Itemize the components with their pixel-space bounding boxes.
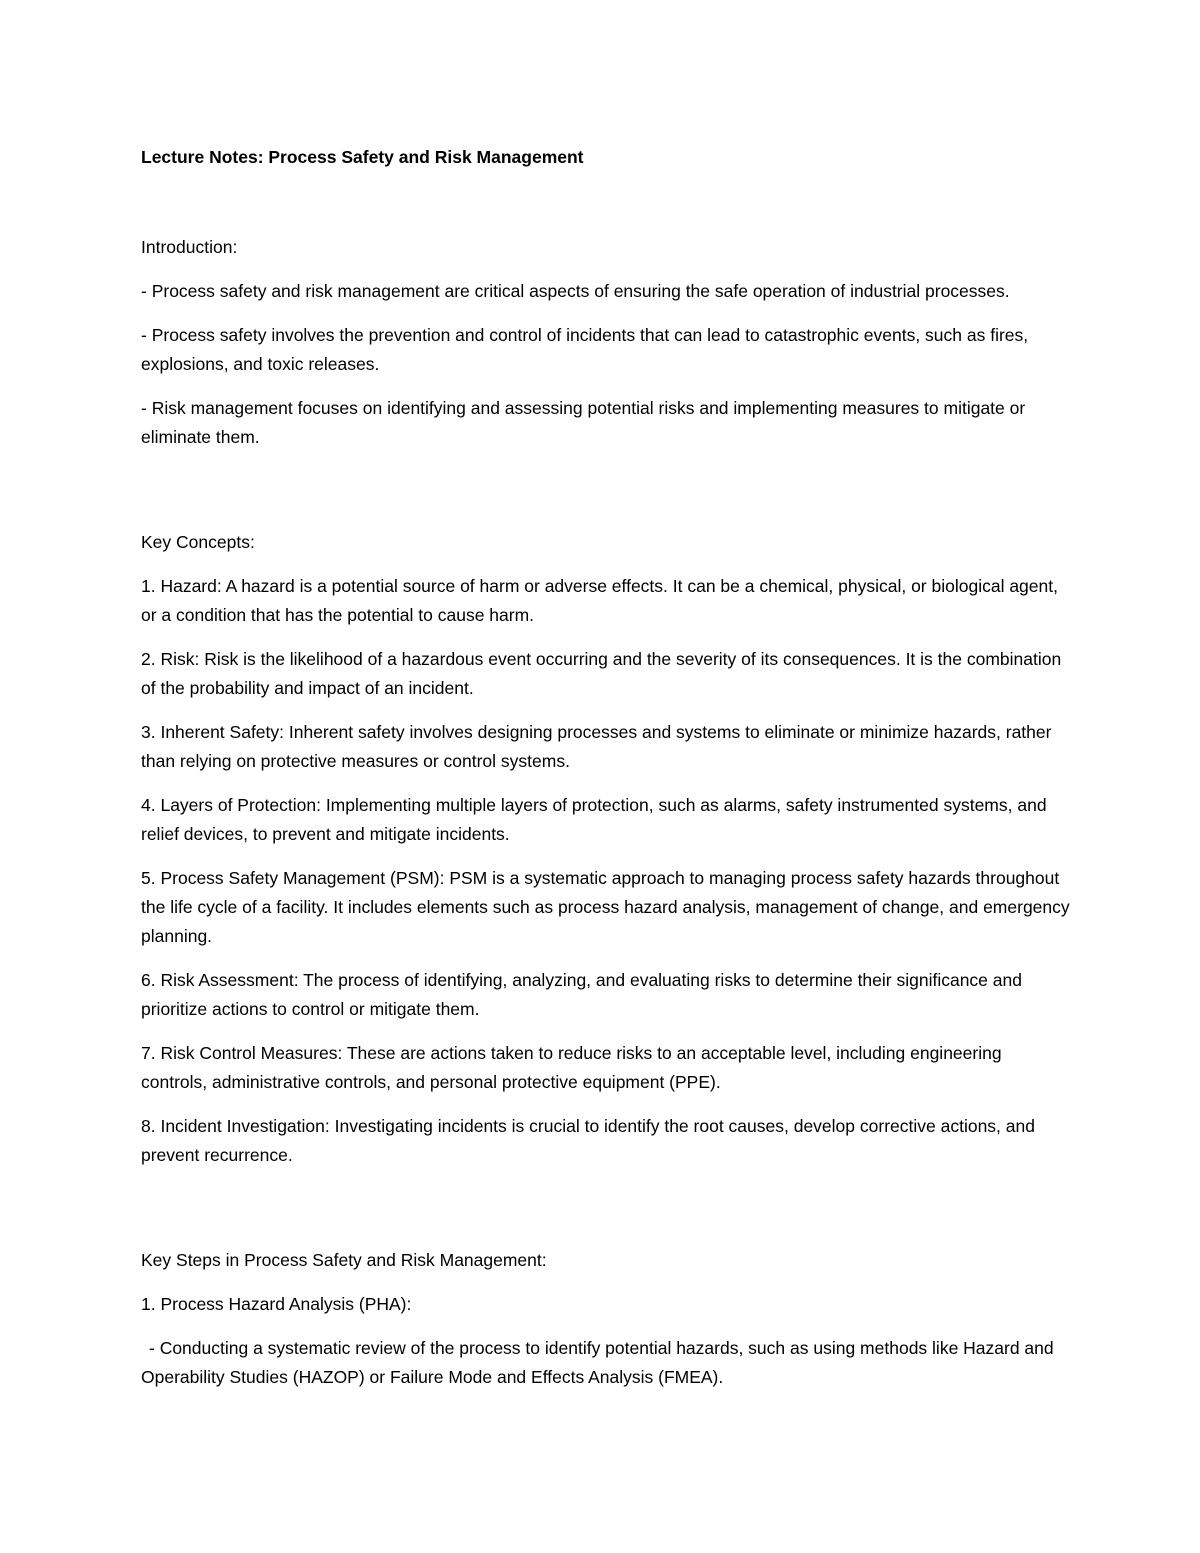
document-body (141, 143, 1071, 1407)
spacer (141, 172, 1071, 233)
document-title: Lecture Notes: Process Safety and Risk Management (141, 147, 584, 167)
introduction-paragraph: - Process safety involves the prevention and control of incidents that can lead to catastrophic events, such as fires, explosions, and toxic releases. (141, 325, 1029, 374)
key-concept-item: 4. Layers of Protection: Implementing multiple layers of protection, such as alarms, safety instrumented systems, and relief devices, to prevent and mitigate incidents. (141, 795, 1047, 844)
key-concept-item: 8. Incident Investigation: Investigating incidents is crucial to identify the root causes, develop corrective actions, and prevent recurrence. (141, 1116, 1035, 1165)
key-concept-item: 2. Risk: Risk is the likelihood of a hazardous event occurring and the severity of its consequences. It is the combination of the probability and impact of an incident. (141, 649, 1062, 698)
spacer (141, 1275, 1071, 1290)
introduction-heading: Introduction: (141, 237, 238, 257)
key-concept-item: 5. Process Safety Management (PSM): PSM is a systematic approach to managing process safety hazards throughout the life cycle of a facility. It includes elements such as process hazard analysis, management of change, and emergency planning. (141, 868, 1070, 946)
key-concept-item: 3. Inherent Safety: Inherent safety involves designing processes and systems to eliminate or minimize hazards, rather than relying on protective measures or control systems. (141, 722, 1052, 771)
key-concept-item: 7. Risk Control Measures: These are actions taken to reduce risks to an acceptable level, including engineering controls, administrative controls, and personal protective equipment (PPE). (141, 1043, 1002, 1092)
key-concepts-heading: Key Concepts: (141, 532, 255, 552)
spacer (141, 467, 1071, 528)
introduction-paragraph: - Risk management focuses on identifying and assessing potential risks and implementing measures to mitigate or eliminate them. (141, 398, 1026, 447)
key-steps-heading: Key Steps in Process Safety and Risk Management: (141, 1250, 547, 1270)
key-step-detail: - Conducting a systematic review of the process to identify potential hazards, such as using methods like Hazard and Operability Studies (HAZOP) or Failure Mode and Effects Analysis (FMEA). (141, 1338, 1054, 1387)
introduction-paragraph: - Process safety and risk management are critical aspects of ensuring the safe operation of industrial processes. (141, 281, 1010, 301)
key-concept-item: 1. Hazard: A hazard is a potential source of harm or adverse effects. It can be a chemical, physical, or biological agent, or a condition that has the potential to cause harm. (141, 576, 1058, 625)
spacer (141, 557, 1071, 572)
key-step-title: 1. Process Hazard Analysis (PHA): (141, 1294, 412, 1314)
spacer (141, 1185, 1071, 1246)
spacer (141, 262, 1071, 277)
key-concept-item: 6. Risk Assessment: The process of identifying, analyzing, and evaluating risks to determine their significance and prioritize actions to control or mitigate them. (141, 970, 1022, 1019)
